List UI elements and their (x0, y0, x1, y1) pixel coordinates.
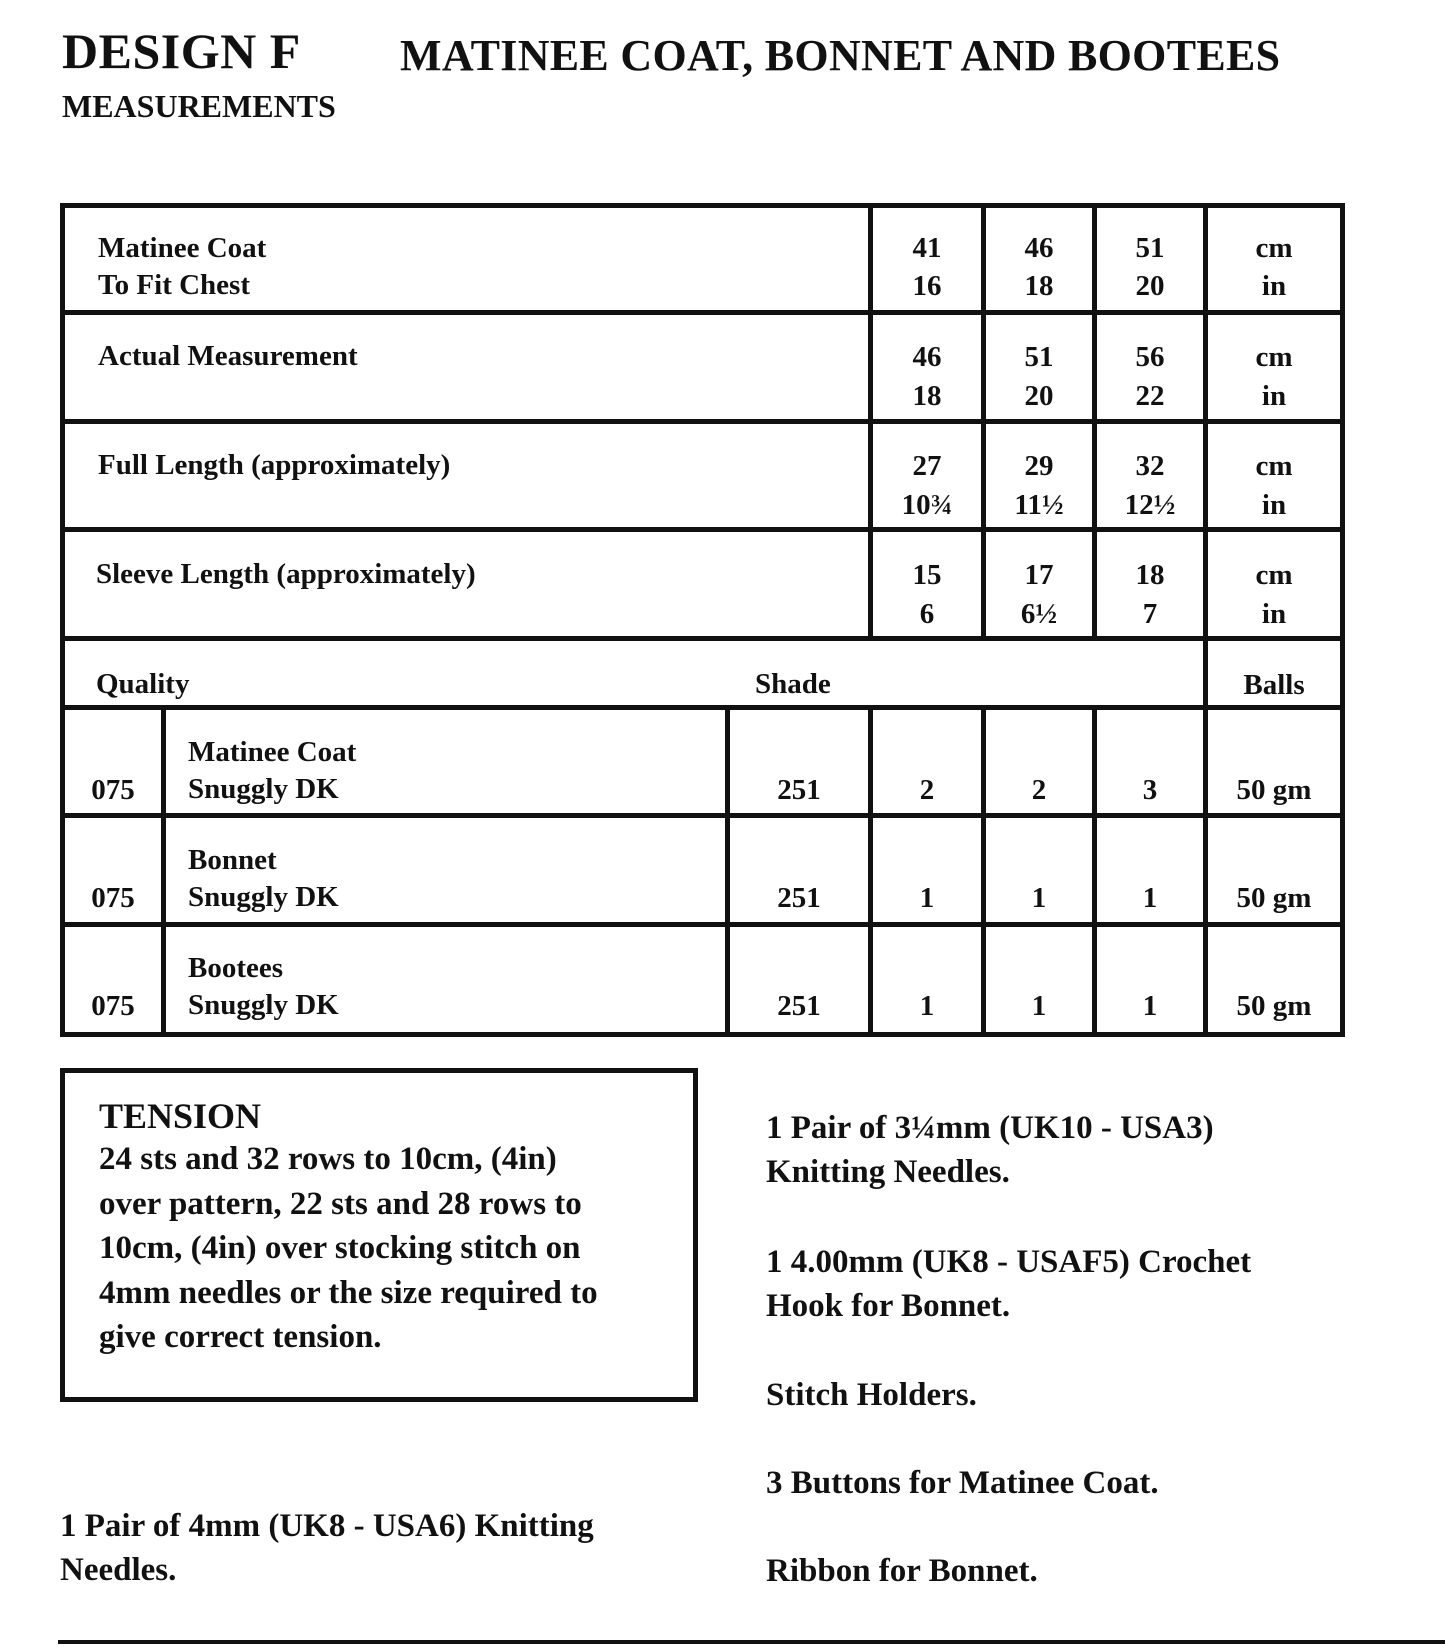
ball-weight: 50 gm (1236, 990, 1312, 1022)
unit-label: cm (1255, 559, 1293, 591)
requirement-line: 1 Pair of 3¼mm (UK10 - USA3) (766, 1110, 1214, 1146)
unit-label: cm (1255, 341, 1293, 373)
shade-code: 251 (777, 882, 821, 914)
requirement-line: Needles. (60, 1552, 177, 1588)
tension-title: TENSION (99, 1096, 262, 1136)
requirement-needles-4mm (60, 1504, 594, 1592)
ball-count: 1 (1142, 990, 1158, 1022)
requirement-line: 1 4.00mm (UK8 - USAF5) Crochet (766, 1244, 1252, 1280)
row-divider (60, 419, 1345, 424)
requirement-line: Knitting Needles. (766, 1154, 1010, 1190)
section-heading-measurements: MEASUREMENTS (62, 88, 336, 124)
requirement-line: Stitch Holders. (766, 1377, 977, 1413)
cell-in: 18 (1024, 270, 1054, 302)
unit-label: in (1261, 270, 1287, 302)
ball-count: 1 (919, 990, 935, 1022)
ball-count: 1 (1142, 882, 1158, 914)
requirement-needles-3-25mm (766, 1106, 1214, 1194)
ball-count: 3 (1142, 774, 1158, 806)
yarn-name: Snuggly DK (188, 989, 339, 1021)
row-label: Sleeve Length (approximately) (96, 558, 476, 590)
item-name: Matinee Coat (188, 736, 357, 768)
cell-cm: 18 (1135, 559, 1165, 591)
yarn-name: Snuggly DK (188, 773, 339, 805)
requirement-line: Hook for Bonnet. (766, 1288, 1011, 1324)
tension-box (60, 1068, 698, 1402)
shade-code: 251 (777, 774, 821, 806)
item-name: Bonnet (188, 844, 277, 876)
cell-cm: 46 (912, 341, 942, 373)
tension-text (99, 1137, 663, 1360)
cell-in: 20 (1135, 270, 1165, 302)
shade-code: 251 (777, 990, 821, 1022)
cell-in: 12½ (1124, 489, 1176, 521)
cell-in: 20 (1024, 380, 1054, 412)
yarn-name: Snuggly DK (188, 881, 339, 913)
ball-weight: 50 gm (1236, 774, 1312, 806)
header-balls: Balls (1243, 669, 1305, 701)
cell-in: 22 (1135, 380, 1165, 412)
row-label: Full Length (approximately) (98, 449, 451, 481)
row-divider (60, 813, 1345, 818)
row-label: To Fit Chest (98, 269, 250, 301)
requirement-ribbon (766, 1549, 1038, 1593)
unit-label: in (1261, 598, 1287, 630)
row-divider (60, 310, 1345, 315)
ball-count: 1 (1031, 882, 1047, 914)
cell-in: 16 (912, 270, 942, 302)
column-divider (161, 705, 166, 1037)
quality-code: 075 (91, 882, 135, 914)
row-divider (60, 636, 1345, 641)
row-divider (60, 922, 1345, 927)
cell-cm: 51 (1135, 232, 1165, 264)
header-shade: Shade (755, 668, 831, 700)
tension-line: give correct tension. (99, 1319, 382, 1355)
requirement-line: Ribbon for Bonnet. (766, 1553, 1038, 1589)
cell-cm: 17 (1024, 559, 1054, 591)
cell-cm: 56 (1135, 341, 1165, 373)
cell-in: 10¾ (901, 489, 953, 521)
tension-line: 4mm needles or the size required to (99, 1274, 598, 1311)
cell-in: 6½ (1020, 598, 1058, 630)
cell-cm: 15 (912, 559, 942, 591)
cell-cm: 27 (912, 450, 942, 482)
requirement-line: 3 Buttons for Matinee Coat. (766, 1465, 1159, 1501)
requirement-buttons (766, 1461, 1159, 1505)
cell-cm: 29 (1024, 450, 1054, 482)
requirement-line: 1 Pair of 4mm (UK8 - USA6) Knitting (60, 1508, 594, 1544)
unit-label: cm (1255, 450, 1293, 482)
tension-line: 10cm, (4in) over stocking stitch on (99, 1230, 581, 1266)
tension-line: 24 sts and 32 rows to 10cm, (4in) (99, 1141, 557, 1177)
ball-count: 1 (919, 882, 935, 914)
cell-in: 11½ (1014, 489, 1064, 521)
row-divider (60, 705, 1345, 710)
row-label: Matinee Coat (98, 232, 267, 264)
ball-count: 2 (1031, 774, 1047, 806)
cell-in: 6 (919, 598, 935, 630)
ball-count: 2 (919, 774, 935, 806)
requirement-crochet-hook (766, 1240, 1251, 1328)
unit-label: cm (1255, 232, 1293, 264)
cell-cm: 32 (1135, 450, 1165, 482)
unit-label: in (1261, 380, 1287, 412)
header-quality: Quality (96, 668, 190, 700)
requirement-stitch-holders (766, 1373, 977, 1417)
item-name: Bootees (188, 952, 284, 984)
row-label: Actual Measurement (98, 340, 358, 372)
cell-cm: 51 (1024, 341, 1054, 373)
row-divider (60, 527, 1345, 532)
quality-code: 075 (91, 990, 135, 1022)
ball-weight: 50 gm (1236, 882, 1312, 914)
cell-in: 7 (1142, 598, 1158, 630)
bottom-rule (58, 1640, 1445, 1644)
cell-in: 18 (912, 380, 942, 412)
cell-cm: 46 (1024, 232, 1054, 264)
unit-label: in (1261, 489, 1287, 521)
quality-code: 075 (91, 774, 135, 806)
cell-cm: 41 (912, 232, 942, 264)
ball-count: 1 (1031, 990, 1047, 1022)
design-label: DESIGN F (62, 23, 301, 79)
page-title: MATINEE COAT, BONNET AND BOOTEES (400, 31, 1281, 80)
tension-line: over pattern, 22 sts and 28 rows to (99, 1185, 582, 1222)
